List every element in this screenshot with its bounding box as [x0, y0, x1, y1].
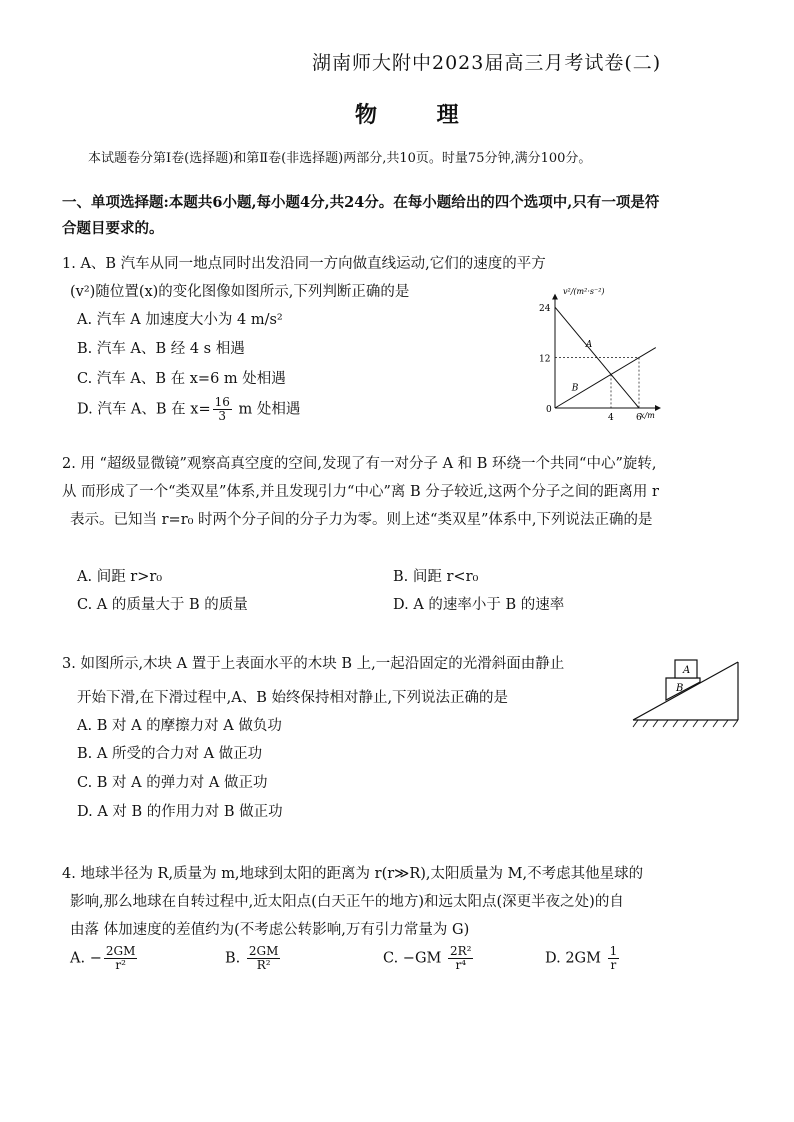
q1-option-d — [77, 396, 300, 423]
q4-c-numerator: 2R² — [449, 944, 472, 958]
q4-d-denominator: r — [610, 958, 617, 972]
y-axis-label: v²/(m²·s⁻²) — [563, 287, 605, 296]
q4-d-numerator: 1 — [609, 944, 618, 958]
q1-option-d-pre: D. 汽车 A、B 在 x= — [77, 401, 211, 418]
exam-title: 湖南师大附中2023届高三月考试卷(二) — [312, 52, 662, 74]
q2-option-d: D. A 的速率小于 B 的速率 — [393, 597, 565, 613]
q1-stem-line2: (v²)随位置(x)的变化图像如图所示,下列判断正确的是 — [70, 284, 410, 300]
q2-stem-line2: 从 而形成了一个“类双星”体系,并且发现引力“中心”离 B 分子较近,这两个分子之间的距离用 r — [62, 484, 659, 500]
q1-option-a: A. 汽车 A 加速度大小为 4 m/s² — [77, 312, 283, 328]
y-tick-label-12: 12 — [539, 354, 551, 365]
q4-a-numerator: 2GM — [105, 944, 136, 958]
q1-d-numerator: 16 — [214, 395, 230, 409]
q2-option-c: C. A 的质量大于 B 的质量 — [77, 597, 248, 613]
q4-d-pre: D. 2GM — [545, 950, 606, 967]
q4-option-a — [70, 945, 139, 972]
q4-option-d — [545, 945, 621, 972]
q1-option-b: B. 汽车 A、B 经 4 s 相遇 — [77, 341, 245, 357]
q4-b-denominator: R² — [256, 958, 271, 972]
y-tick-label-24: 24 — [539, 304, 551, 315]
ground-hatching — [633, 720, 738, 727]
q1-option-d-fraction — [213, 396, 232, 423]
series-line-B — [555, 348, 656, 408]
x-tick-label-6: 6 — [636, 413, 642, 423]
q4-b-pre: B. — [225, 950, 245, 967]
q2-stem-line1: 2. 用 “超级显微镜”观察高真空度的空间,发现了有一对分子 A 和 B 环绕一个共同“中心”旋转, — [62, 456, 657, 472]
q2-stem-line3: 表示。已知当 r=r₀ 时两个分子间的分子力为零。则上述“类双星”体系中,下列说法正确的是 — [70, 512, 653, 528]
q3-option-d: D. A 对 B 的作用力对 B 做正功 — [77, 804, 283, 820]
exam-intro: 本试题卷分第Ⅰ卷(选择题)和第Ⅱ卷(非选择题)两部分,共10页。时量75分钟,满分100分。 — [88, 151, 592, 166]
series-label-B: B — [571, 383, 579, 394]
q4-c-fraction — [448, 945, 473, 972]
subject-title: 物 理 — [355, 102, 485, 128]
block-a-label: A — [683, 665, 691, 676]
q3-option-b: B. A 所受的合力对 A 做正功 — [77, 746, 263, 762]
q4-a-fraction — [104, 945, 138, 972]
q1-d-denominator: 3 — [218, 409, 227, 423]
q4-c-denominator: r⁴ — [455, 958, 466, 972]
q1-stem-line1: 1. A、B 汽车从同一地点同时出发沿同一方向做直线运动,它们的速度的平方 — [62, 256, 546, 272]
q3-incline-figure — [628, 652, 743, 732]
q4-option-c — [383, 945, 475, 972]
q4-a-denominator: r² — [115, 958, 126, 972]
q4-b-numerator: 2GM — [248, 944, 279, 958]
q3-option-a: A. B 对 A 的摩擦力对 A 做负功 — [77, 718, 282, 734]
origin-label: 0 — [546, 405, 552, 415]
q4-a-pre: A. − — [70, 950, 102, 967]
q3-option-c: C. B 对 A 的弹力对 A 做正功 — [77, 775, 268, 791]
q4-stem-line2: 影响,那么地球在自转过程中,近太阳点(白天正午的地方)和远太阳点(深更半夜之处)的自 — [70, 894, 624, 910]
section-heading-line1: 一、单项选择题:本题共6小题,每小题4分,共24分。在每小题给出的四个选项中,只有一项是符 — [62, 194, 660, 211]
q1-option-c: C. 汽车 A、B 在 x=6 m 处相遇 — [77, 371, 286, 387]
q2-option-b: B. 间距 r<r₀ — [393, 569, 479, 585]
q3-stem-line2: 开始下滑,在下滑过程中,A、B 始终保持相对静止,下列说法正确的是 — [77, 690, 509, 706]
q4-stem-line3: 由落 体加速度的差值约为(不考虑公转影响,万有引力常量为 G) — [70, 922, 470, 938]
q4-option-b — [225, 945, 282, 972]
x-axis-label: x/m — [640, 411, 655, 420]
x-tick-label-4: 4 — [608, 413, 614, 423]
q4-d-fraction — [608, 945, 620, 972]
q4-stem-line1: 4. 地球半径为 R,质量为 m,地球到太阳的距离为 r(r≫R),太阳质量为 M,不考虑其他星球的 — [62, 866, 644, 882]
block-b-label: B — [676, 683, 684, 694]
q4-b-fraction — [247, 945, 281, 972]
q4-c-pre: C. −GM — [383, 950, 446, 967]
q1-option-d-post: m 处相遇 — [233, 401, 301, 418]
q3-stem-line1: 3. 如图所示,木块 A 置于上表面水平的木块 B 上,一起沿固定的光滑斜面由静止 — [62, 656, 565, 672]
series-label-A: A — [585, 340, 593, 351]
q2-option-a: A. 间距 r>r₀ — [77, 569, 163, 585]
q1-v2-x-chart — [525, 280, 685, 430]
section-heading-line2: 合题目要求的。 — [62, 220, 164, 237]
